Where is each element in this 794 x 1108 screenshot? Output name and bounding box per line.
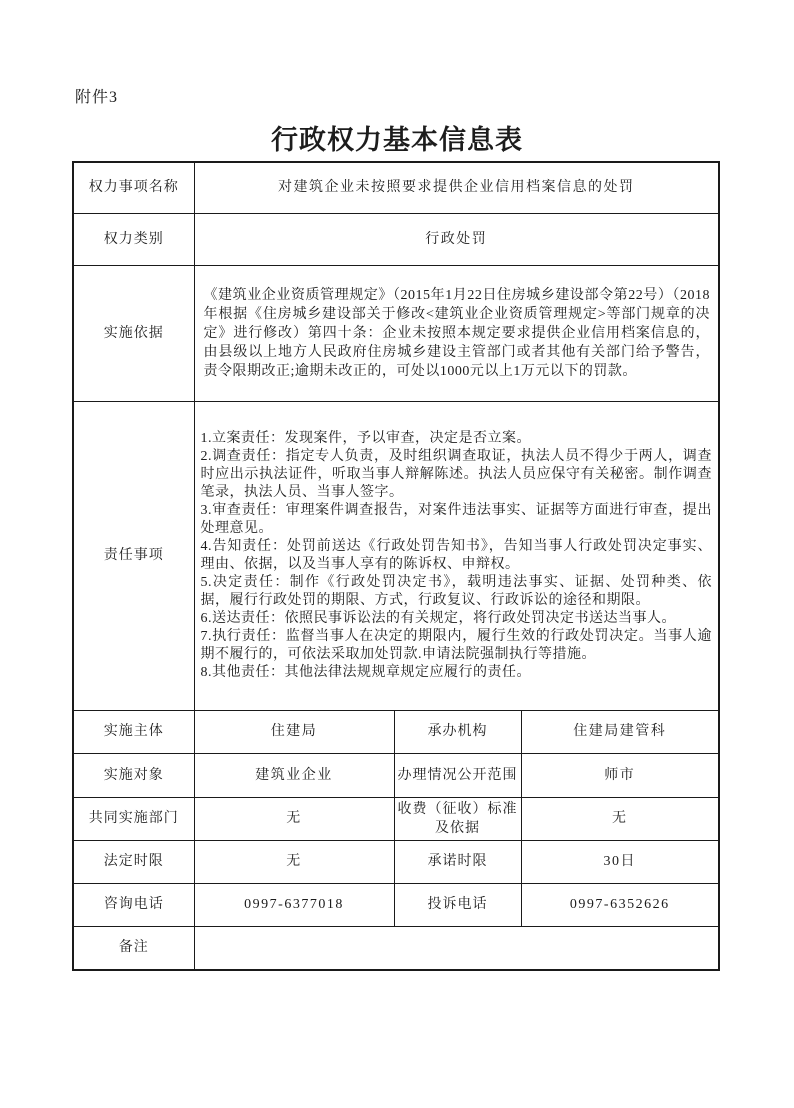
remarks-label: 备注 [73, 926, 194, 970]
row-remarks [73, 926, 719, 970]
implementing-body-value: 住建局 [194, 710, 394, 753]
row-implementation-basis [73, 265, 719, 401]
duty-item-1: 1.立案责任：发现案件，予以审查，决定是否立案。 [200, 430, 531, 446]
row-phones [73, 883, 719, 926]
attachment-label: 附件3 [75, 89, 119, 106]
implementation-basis-value: 《建筑业企业资质管理规定》（2015年1月22日住房城乡建设部令第22号）（2018年根据《住房城乡建设部关于修改<建筑业企业资质管理规定>等部门规章的决定》进行修改）第四十条：企业未按照本规定要求提供企业信用档案信息的，由县级以上地方人民政府住房城乡建设主管部门或者其他有关部门给予警告，责令限期改正;逾期未改正的，可处以1000元以上1万元以下的罚款。 [194, 265, 719, 401]
implementation-target-label: 实施对象 [73, 753, 194, 797]
responsibility-items-value [194, 401, 719, 710]
row-joint-implementation-department [73, 797, 719, 840]
row-power-category [73, 213, 719, 265]
remarks-value [194, 926, 719, 970]
duty-item-7: 7.执行责任：监督当事人在决定的期限内，履行生效的行政处罚决定。当事人逾期不履行的，可依法采取加处罚款.申请法院强制执行等措施。 [200, 628, 712, 662]
info-table [72, 161, 720, 971]
implementation-target-value: 建筑业企业 [194, 753, 394, 797]
consultation-phone-value: 0997-6377018 [194, 883, 394, 926]
statutory-time-limit-label: 法定时限 [73, 840, 194, 883]
duty-item-4: 4.告知责任：处罚前送达《行政处罚告知书》，告知当事人行政处罚决定事实、理由、依据，以及当事人享有的陈诉权、申辩权。 [200, 538, 712, 572]
implementing-body-label: 实施主体 [73, 710, 194, 753]
promised-time-limit-label: 承诺时限 [394, 840, 521, 883]
duty-item-2: 2.调查责任：指定专人负责，及时组织调查取证，执法人员不得少于两人，调查时应出示执法证件，听取当事人辩解陈述。执法人员应保守有关秘密。制作调查笔录，执法人员、当事人签字。 [200, 448, 712, 500]
undertaking-agency-value: 住建局建管科 [521, 710, 719, 753]
power-category-value: 行政处罚 [194, 213, 719, 265]
page-title: 行政权力基本信息表 [271, 125, 523, 155]
complaint-phone-label: 投诉电话 [394, 883, 521, 926]
fee-standard-label: 收费（征收）标准及依据 [394, 797, 521, 840]
promised-time-limit-value: 30日 [521, 840, 719, 883]
row-statutory-time-limit [73, 840, 719, 883]
row-implementing-body [73, 710, 719, 753]
fee-standard-value: 无 [521, 797, 719, 840]
implementation-basis-label: 实施依据 [73, 265, 194, 401]
duty-item-5: 5.决定责任：制作《行政处罚决定书》，载明违法事实、证据、处罚种类、依据，履行行政处罚的期限、方式，行政复议、行政诉讼的途径和期限。 [200, 574, 712, 608]
undertaking-agency-label: 承办机构 [394, 710, 521, 753]
duty-item-8: 8.其他责任：其他法律法规规章规定应履行的责任。 [200, 664, 531, 680]
joint-implementation-department-label: 共同实施部门 [73, 797, 194, 840]
statutory-time-limit-value: 无 [194, 840, 394, 883]
power-item-name-value: 对建筑企业未按照要求提供企业信用档案信息的处罚 [194, 162, 719, 213]
complaint-phone-value: 0997-6352626 [521, 883, 719, 926]
power-item-name-label: 权力事项名称 [73, 162, 194, 213]
row-implementation-target [73, 753, 719, 797]
duty-item-6: 6.送达责任：依照民事诉讼法的有关规定，将行政处罚决定书送达当事人。 [200, 610, 676, 626]
responsibility-items-label: 责任事项 [73, 401, 194, 710]
row-power-item-name [73, 162, 719, 213]
joint-implementation-department-value: 无 [194, 797, 394, 840]
duty-item-3: 3.审查责任：审理案件调查报告，对案件违法事实、证据等方面进行审查，提出处理意见。 [200, 502, 712, 536]
power-category-label: 权力类别 [73, 213, 194, 265]
disclosure-scope-value: 师市 [521, 753, 719, 797]
consultation-phone-label: 咨询电话 [73, 883, 194, 926]
disclosure-scope-label: 办理情况公开范围 [394, 753, 521, 797]
row-responsibility-items [73, 401, 719, 710]
